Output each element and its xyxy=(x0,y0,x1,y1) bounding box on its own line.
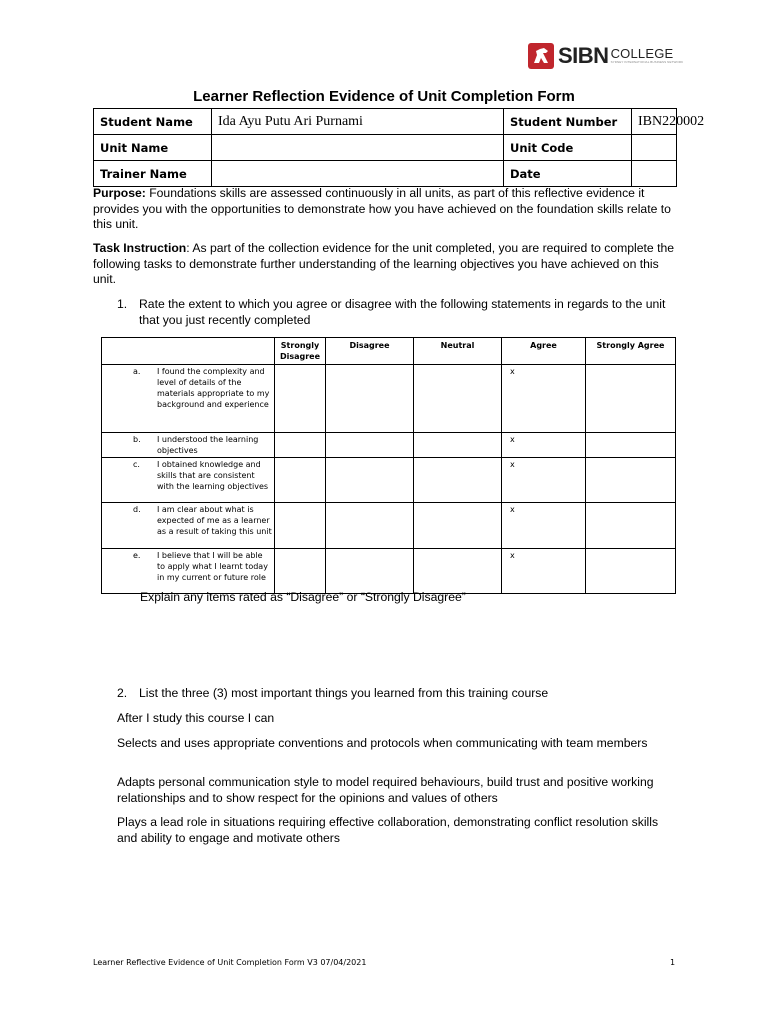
rating-cell[interactable] xyxy=(586,503,676,549)
rating-cell[interactable] xyxy=(275,503,326,549)
question-1-number: 1. xyxy=(117,297,128,311)
form-title: Learner Reflection Evidence of Unit Completion Form xyxy=(193,88,575,105)
rating-row xyxy=(102,503,676,549)
rating-text: I am clear about what is expected of me as a learner as a result of taking this unit xyxy=(157,505,272,536)
horse-logo-icon xyxy=(528,43,554,69)
rating-header-strongly-disagree: Strongly Disagree xyxy=(275,338,326,365)
rating-header-strongly-agree: Strongly Agree xyxy=(586,338,676,365)
rating-cell[interactable] xyxy=(326,503,414,549)
answer-intro: After I study this course I can xyxy=(117,711,275,725)
rating-cell[interactable] xyxy=(275,458,326,503)
date-value[interactable] xyxy=(632,161,677,187)
rating-letter: b. xyxy=(133,435,141,444)
rating-cell[interactable] xyxy=(326,433,414,458)
rating-cell[interactable] xyxy=(275,549,326,594)
rating-header-disagree: Disagree xyxy=(326,338,414,365)
rating-cell[interactable] xyxy=(414,549,502,594)
purpose-text: Foundations skills are assessed continuously in all units, as part of this reflective evidence it provides you with the opportunities to demonstrate how you have achieved on the foundation skills relate to this unit. xyxy=(93,186,671,231)
student-row xyxy=(94,109,677,135)
rating-statement xyxy=(102,433,275,458)
answer-item: Adapts personal communication style to model required behaviours, build trust and positive working relationships and to show respect for the opinions and values of others xyxy=(117,775,654,805)
rating-cell[interactable] xyxy=(414,433,502,458)
logo-tagline: SYDNEY INTERNATIONAL BUSINESS NETWORK xyxy=(610,59,684,64)
question-1-text: Rate the extent to which you agree or disagree with the following statements in regards to the unit that you just recently completed xyxy=(139,297,666,327)
rating-cell[interactable]: x xyxy=(502,549,586,594)
rating-header-neutral: Neutral xyxy=(414,338,502,365)
page-number: 1 xyxy=(670,958,676,967)
student-info-table xyxy=(93,108,705,187)
trainer-name-value[interactable] xyxy=(212,161,504,187)
rating-cell[interactable] xyxy=(326,458,414,503)
student-name-value[interactable]: Ida Ayu Putu Ari Purnami xyxy=(212,109,504,135)
rating-statement xyxy=(102,365,275,433)
rating-cell[interactable] xyxy=(586,433,676,458)
student-number-label: Student Number xyxy=(504,109,632,135)
rating-table xyxy=(101,337,676,594)
rating-cell[interactable] xyxy=(275,433,326,458)
trainer-name-label: Trainer Name xyxy=(94,161,212,187)
question-2-number: 2. xyxy=(117,686,128,700)
rating-text: I believe that I will be able to apply what I learnt today in my current or future role xyxy=(157,551,268,582)
rating-text: I obtained knowledge and skills that are consistent with the learning objectives xyxy=(157,460,269,491)
rating-letter: d. xyxy=(133,505,141,514)
unit-name-label: Unit Name xyxy=(94,135,212,161)
rating-cell[interactable]: x xyxy=(502,458,586,503)
college-logo xyxy=(528,43,683,69)
footer-text: Learner Reflective Evidence of Unit Completion Form V3 07/04/2021 xyxy=(93,958,367,967)
unit-code-label: Unit Code xyxy=(504,135,632,161)
trainer-row xyxy=(94,161,677,187)
rating-cell[interactable] xyxy=(414,458,502,503)
task-instruction-text: : As part of the collection evidence for the unit completed, you are required to complete the following tasks to demonstrate further understanding of the learning objectives you have achieved on this unit. xyxy=(93,241,675,286)
rating-cell[interactable] xyxy=(414,503,502,549)
rating-cell[interactable] xyxy=(326,549,414,594)
rating-cell[interactable] xyxy=(326,365,414,433)
rating-cell[interactable] xyxy=(586,458,676,503)
rating-cell[interactable]: x xyxy=(502,365,586,433)
rating-cell[interactable]: x xyxy=(502,433,586,458)
rating-cell[interactable] xyxy=(586,549,676,594)
rating-row xyxy=(102,549,676,594)
explain-prompt: Explain any items rated as “Disagree” or “Strongly Disagree” xyxy=(140,590,466,604)
task-instruction-paragraph xyxy=(93,241,683,288)
answer-item: Selects and uses appropriate conventions and protocols when communicating with team members xyxy=(117,736,648,750)
student-name-label: Student Name xyxy=(94,109,212,135)
unit-name-value[interactable] xyxy=(212,135,504,161)
rating-statement xyxy=(102,458,275,503)
rating-letter: e. xyxy=(133,551,141,560)
rating-row xyxy=(102,433,676,458)
rating-row xyxy=(102,365,676,433)
rating-cell[interactable]: x xyxy=(502,503,586,549)
rating-statement xyxy=(102,503,275,549)
rating-letter: c. xyxy=(133,460,140,469)
rating-letter: a. xyxy=(133,367,141,376)
rating-cell[interactable] xyxy=(414,365,502,433)
rating-cell[interactable] xyxy=(586,365,676,433)
logo-brand-text: SIBN xyxy=(558,43,609,68)
rating-header-row xyxy=(102,338,676,365)
rating-statement xyxy=(102,549,275,594)
student-number-value[interactable]: IBN220002 xyxy=(632,109,677,135)
unit-code-value[interactable] xyxy=(632,135,677,161)
rating-row xyxy=(102,458,676,503)
rating-text: I found the complexity and level of details of the materials appropriate to my background and experience xyxy=(157,367,270,409)
rating-header-agree: Agree xyxy=(502,338,586,365)
rating-header-statement xyxy=(102,338,275,365)
date-label: Date xyxy=(504,161,632,187)
purpose-paragraph xyxy=(93,186,683,233)
answer-item: Plays a lead role in situations requiring effective collaboration, demonstrating conflict resolution skills and ability to engage and motivate others xyxy=(117,815,659,845)
unit-row xyxy=(94,135,677,161)
question-2-text: List the three (3) most important things you learned from this training course xyxy=(139,686,549,700)
rating-text: I understood the learning objectives xyxy=(157,435,259,455)
purpose-label: Purpose: xyxy=(93,186,146,200)
logo-college-text: COLLEGE xyxy=(610,45,674,61)
task-instruction-label: Task Instruction xyxy=(93,241,187,255)
rating-cell[interactable] xyxy=(275,365,326,433)
